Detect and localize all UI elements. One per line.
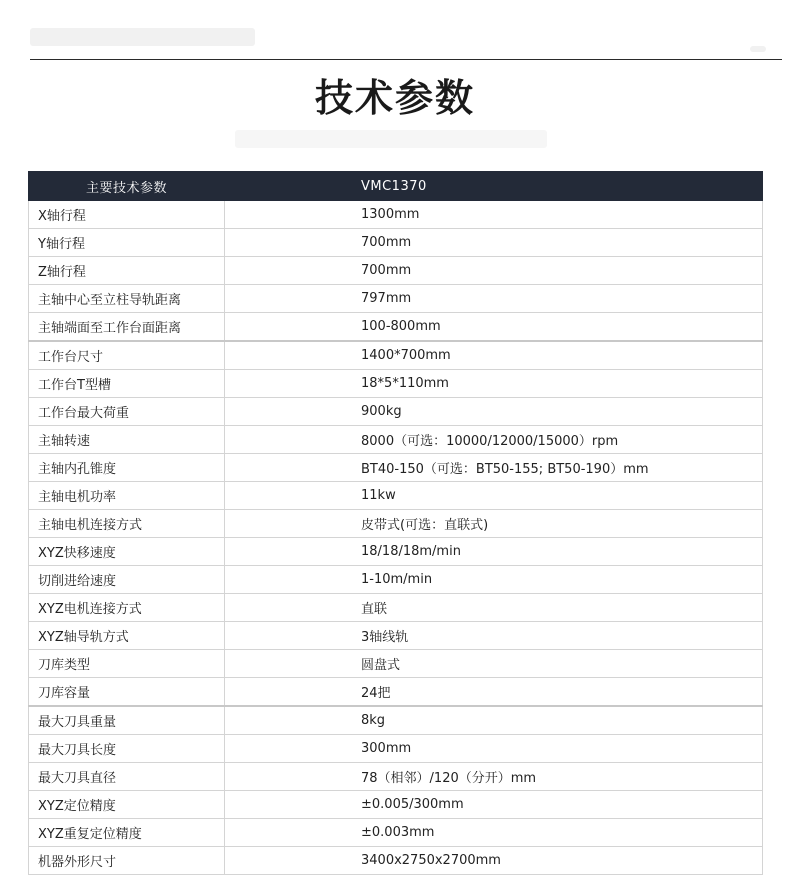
table-row (29, 650, 763, 678)
table-row (29, 482, 763, 510)
param-name: 刀库容量 (29, 678, 225, 707)
param-value: 8000（可选：10000/12000/15000）rpm (225, 426, 763, 454)
header-model: VMC1370 (225, 172, 763, 201)
param-name: 主轴转速 (29, 426, 225, 454)
param-value: 3轴线轨 (225, 622, 763, 650)
table-row (29, 819, 763, 847)
param-value: 1300mm (225, 201, 763, 229)
param-name: 机器外形尺寸 (29, 847, 225, 875)
param-name: 主轴中心至立柱导轨距离 (29, 285, 225, 313)
page-title: 技术参数 (314, 76, 475, 120)
spec-table (28, 171, 763, 875)
table-row (29, 426, 763, 454)
param-value: 797mm (225, 285, 763, 313)
faded-subtitle (235, 130, 547, 148)
param-value: BT40-150（可选：BT50-155; BT50-190）mm (225, 454, 763, 482)
table-row (29, 454, 763, 482)
param-name: 主轴电机功率 (29, 482, 225, 510)
table-row (29, 201, 763, 229)
param-value: 100-800mm (225, 313, 763, 342)
header-param: 主要技术参数 (29, 172, 225, 201)
param-value: 300mm (225, 735, 763, 763)
param-value: 78（相邻）/120（分开）mm (225, 763, 763, 791)
param-value: ±0.005/300mm (225, 791, 763, 819)
spec-table-body (29, 201, 763, 875)
table-row (29, 594, 763, 622)
param-name: 主轴端面至工作台面距离 (29, 313, 225, 342)
table-row (29, 735, 763, 763)
param-value: 1400*700mm (225, 341, 763, 370)
faded-corner-mark (750, 46, 766, 52)
param-value: 3400x2750x2700mm (225, 847, 763, 875)
param-value: ±0.003mm (225, 819, 763, 847)
table-row (29, 398, 763, 426)
param-name: 主轴电机连接方式 (29, 510, 225, 538)
table-row (29, 510, 763, 538)
param-value: 18*5*110mm (225, 370, 763, 398)
param-name: XYZ定位精度 (29, 791, 225, 819)
param-value: 700mm (225, 229, 763, 257)
param-name: 工作台T型槽 (29, 370, 225, 398)
table-row (29, 285, 763, 313)
table-row (29, 763, 763, 791)
param-name: 工作台尺寸 (29, 341, 225, 370)
param-value: 1-10m/min (225, 566, 763, 594)
table-row (29, 678, 763, 707)
param-name: 切削进给速度 (29, 566, 225, 594)
table-row (29, 313, 763, 342)
table-row (29, 229, 763, 257)
param-value: 圆盘式 (225, 650, 763, 678)
table-row (29, 791, 763, 819)
param-name: X轴行程 (29, 201, 225, 229)
param-value: 直联 (225, 594, 763, 622)
param-value: 18/18/18m/min (225, 538, 763, 566)
param-name: 最大刀具长度 (29, 735, 225, 763)
param-name: 主轴内孔锥度 (29, 454, 225, 482)
table-row (29, 341, 763, 370)
table-row (29, 847, 763, 875)
header-divider (30, 59, 782, 60)
param-value: 24把 (225, 678, 763, 707)
param-name: Z轴行程 (29, 257, 225, 285)
param-name: XYZ快移速度 (29, 538, 225, 566)
table-row (29, 566, 763, 594)
table-row (29, 257, 763, 285)
param-value: 900kg (225, 398, 763, 426)
param-value: 700mm (225, 257, 763, 285)
param-value: 11kw (225, 482, 763, 510)
param-name: XYZ电机连接方式 (29, 594, 225, 622)
spec-table-header (29, 172, 763, 201)
param-name: 刀库类型 (29, 650, 225, 678)
param-name: Y轴行程 (29, 229, 225, 257)
param-name: 工作台最大荷重 (29, 398, 225, 426)
table-row (29, 370, 763, 398)
param-name: XYZ重复定位精度 (29, 819, 225, 847)
table-row (29, 622, 763, 650)
param-name: 最大刀具重量 (29, 706, 225, 735)
param-value: 皮带式(可选：直联式) (225, 510, 763, 538)
table-row (29, 538, 763, 566)
param-value: 8kg (225, 706, 763, 735)
faded-text-block (30, 28, 255, 46)
param-name: 最大刀具直径 (29, 763, 225, 791)
param-name: XYZ轴导轨方式 (29, 622, 225, 650)
table-row (29, 706, 763, 735)
